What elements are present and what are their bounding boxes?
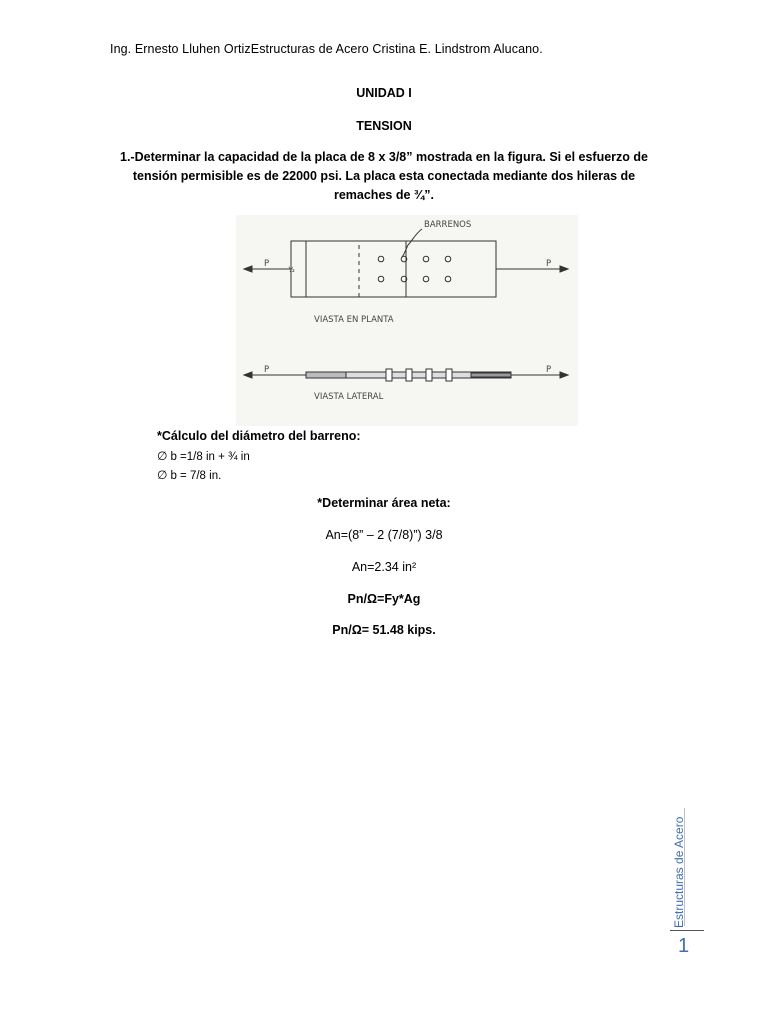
formula-1-text: b =1/8 in + ¾ in: [170, 451, 250, 463]
label-barrenos: BARRENOS: [424, 220, 472, 230]
net-area-result: An=2.34 in²: [351, 560, 417, 574]
label-plan-view: VIASTA EN PLANTA: [314, 315, 394, 325]
capacity-result: Pn/Ω= 51.48 kips.: [332, 623, 436, 637]
diameter-formula-1: [157, 449, 250, 463]
page-header: Ing. Ernesto Lluhen OrtizEstructuras de Acero Cristina E. Lindstrom Alucano.: [110, 42, 543, 56]
capacity-formula: Pn/Ω=Fy*Ag: [347, 592, 421, 606]
plate-diagram: [236, 215, 578, 426]
diameter-icon: ∅: [157, 468, 168, 482]
net-area-title: *Determinar área neta:: [317, 496, 451, 510]
page-number: 1: [678, 935, 690, 957]
arrow-left-head: [244, 266, 252, 272]
load-left-side: P: [264, 365, 270, 375]
svg-text:½: ½: [288, 266, 295, 274]
load-right-side: P: [546, 365, 552, 375]
plate-right-outline: [406, 241, 496, 297]
arrow-right-head: [560, 266, 568, 272]
label-side-view: VIASTA LATERAL: [314, 392, 384, 402]
load-left-plan: P: [264, 259, 270, 269]
holes: [378, 256, 451, 282]
diameter-calc-title: *Cálculo del diámetro del barreno:: [157, 429, 361, 443]
problem-statement: 1.-Determinar la capacidad de la placa de 8 x 3/8” mostrada en la figura. Si el esfuerzo de tensión permisible es de 22000 psi. La placa esta conectada mediante dos hileras de remaches de ¾”.: [120, 150, 648, 202]
sidebar-title: Estructuras de Acero: [672, 816, 686, 928]
page-number-rule: [670, 930, 704, 931]
diameter-icon: ∅: [157, 449, 168, 463]
plate-left-outline: [291, 241, 406, 297]
load-right-plan: P: [546, 259, 552, 269]
formula-2-text: b = 7/8 in.: [170, 470, 222, 482]
side-view: [244, 369, 568, 381]
plan-view: [244, 229, 568, 297]
diameter-formula-2: [157, 468, 221, 482]
barrenos-leader: [402, 229, 422, 257]
plate-figure: [236, 215, 578, 426]
net-area-formula: An=(8” – 2 (7/8)”) 3/8: [325, 528, 443, 542]
unit-title: UNIDAD I: [356, 86, 412, 100]
section-title: TENSION: [356, 119, 412, 133]
